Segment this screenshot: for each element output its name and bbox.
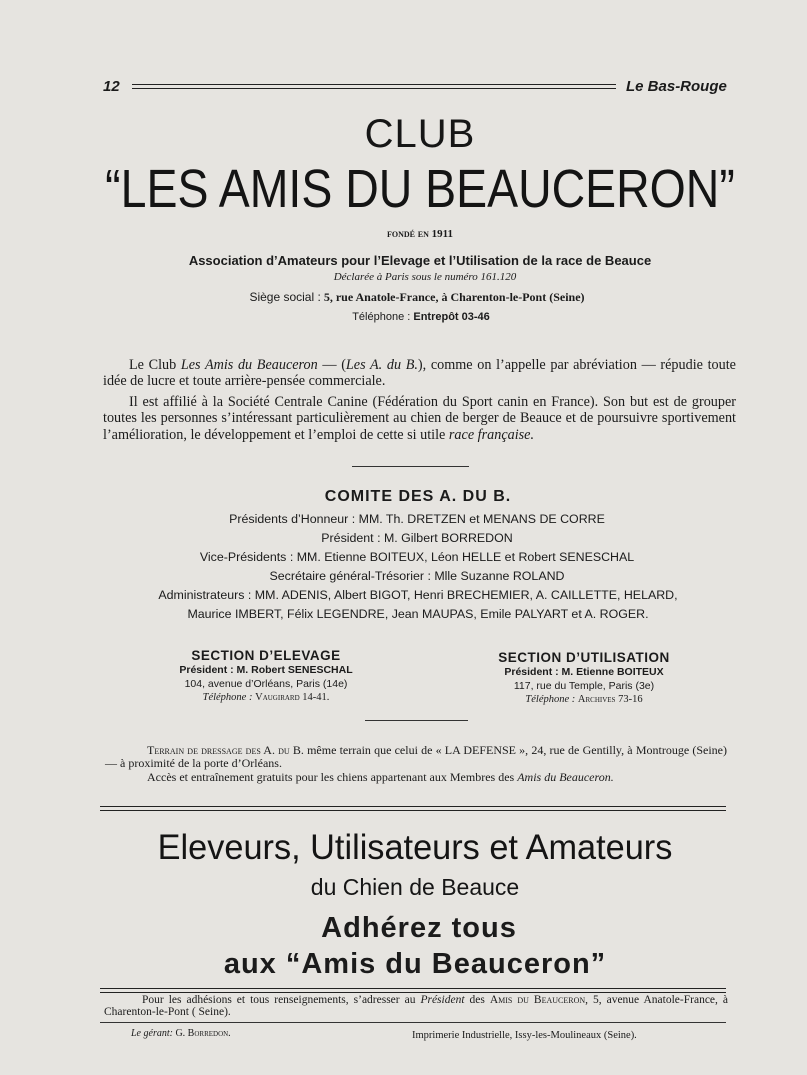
divider [352,466,469,467]
seat-label: Siège social : [249,290,321,304]
page-number: 12 [103,78,120,95]
club-label: CLUB [364,112,476,156]
section-address: 104, avenue d’Orléans, Paris (14e) [184,678,348,690]
advert-subline: du Chien de Beauce [310,874,520,900]
section-address: 117, rue du Temple, Paris (3e) [513,680,655,692]
footer-rule [100,1022,726,1023]
training-paragraph-2: Accès et entraînement gratuits pour les chiens appartenant aux Membres des Amis du Beauceron. [147,770,614,784]
contact-paragraph: Pour les adhésions et tous renseignements, s’adresser au Président des Amis du Beauceron, 5, avenue Anatole-France, à Charenton-le-Pont ( Seine). [104,994,728,1018]
phone-label: Téléphone : [352,311,411,323]
publication-name: Le Bas-Rouge [626,78,727,95]
section-phone: Téléphone : Vaugirard 14-41. [202,692,330,703]
administrators-line-2: Maurice IMBERT, Félix LEGENDRE, Jean MAUPAS, Emile PALYART et A. ROGER. [187,607,649,621]
phone-line [0,311,807,323]
vice-presidents: Vice-Présidents : MM. Etienne BOITEUX, Léon HELLE et Robert SENESCHAL [199,550,635,564]
club-name: “LES AMIS DU BEAUCERON” [105,159,735,219]
header-rule [132,84,616,89]
club-president: Président : M. Gilbert BORREDON [321,531,513,545]
section-president: Président : M. Etienne BOITEUX [504,666,664,678]
section-president: Président : M. Robert SENESCHAL [179,664,353,676]
printer-line: Imprimerie Industrielle, Issy-les-Moulineaux (Seine). [412,1030,637,1041]
advert-bottom-rule [100,988,726,993]
section-title: SECTION D’UTILISATION [498,650,670,665]
secretary-treasurer: Secrétaire général-Trésorier : Mlle Suzanne ROLAND [269,569,565,583]
training-paragraph-1: Terrain de dressage des A. du B. même terrain que celui de « LA DEFENSE », 24, rue de Gentilly, à Montrouge (Seine) — à proximité de la porte d’Orléans. [105,743,727,770]
phone-value: Entrepôt 03-46 [413,311,490,323]
administrators-line-1: Administrateurs : MM. ADENIS, Albert BIGOT, Henri BRECHEMIER, A. CAILLETTE, HELARD, [158,588,678,602]
advert-call: Adhérez tous [321,912,517,944]
intro-paragraph-1: Le Club Les Amis du Beauceron — (Les A. du B.), comme on l’appelle par abréviation — répudie toute idée de lucre et toute arrière-pensée commerciale. [103,357,736,389]
section-elevage [150,648,382,703]
advert-headline: Eleveurs, Utilisateurs et Amateurs [157,828,673,867]
association-line: Association d’Amateurs pour l’Elevage et l’Utilisation de la race de Beauce [188,253,652,268]
seat-address: 5, rue Anatole-France, à Charenton-le-Pont (Seine) [323,290,585,304]
manager-line: Le gérant: G. Borredon. [131,1028,231,1039]
advert-club-name: aux “Amis du Beauceron” [223,948,607,980]
honorary-presidents: Présidents d’Honneur : MM. Th. DRETZEN et MENANS DE CORRE [229,512,605,526]
committee-heading: COMITE DES A. DU B. [324,488,512,505]
declaration-line: Déclarée à Paris sous le numéro 161.120 [333,271,517,283]
divider [365,720,468,721]
seat-line [0,290,807,305]
advert-top-rule [100,806,726,811]
intro-paragraph-2: Il est affilié à la Société Centrale Canine (Fédération du Sport canin en France). Son but est de grouper toutes les personnes s’intéressant particulièrement au chien de berger de Beauce et de poursuivre sportivement l’amélioration, le développement et l’emploi de cette si utile race française. [103,394,736,443]
section-utilisation [466,650,702,705]
section-phone: Téléphone : Archives 73-16 [525,694,643,705]
section-title: SECTION D’ELEVAGE [191,648,341,663]
founded-line: fondé en 1911 [386,228,453,240]
